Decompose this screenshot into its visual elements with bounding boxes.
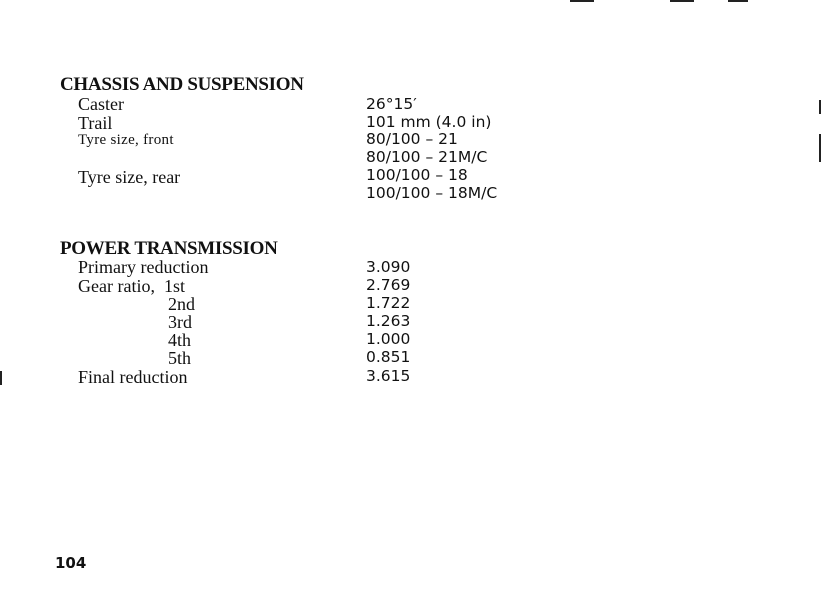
gear-ratio-5th-label: 5th	[168, 348, 192, 368]
gear-ratio-1st-value: 2.769	[366, 276, 411, 294]
final-reduction-value: 3.615	[366, 367, 411, 385]
page-number: 104	[55, 554, 87, 572]
tyre-rear-value-mc: 100/100 – 18M/C	[366, 184, 498, 202]
gear-ratio-1st-label: Gear ratio, 1st	[78, 276, 185, 296]
primary-reduction-value: 3.090	[366, 258, 411, 276]
scan-mark-right	[819, 100, 821, 114]
caster-label: Caster	[78, 94, 124, 114]
scan-mark-top	[728, 0, 748, 2]
gear-ratio-4th-value: 1.000	[366, 330, 411, 348]
gear-ratio-2nd-value: 1.722	[366, 294, 411, 312]
gear-ratio-2nd-label: 2nd	[168, 294, 195, 314]
scan-mark-top	[570, 0, 594, 2]
tyre-front-value: 80/100 – 21	[366, 130, 458, 148]
tyre-rear-label: Tyre size, rear	[78, 167, 181, 187]
primary-reduction-label: Primary reduction	[78, 257, 209, 277]
scan-mark-top	[670, 0, 694, 2]
trail-label: Trail	[78, 113, 113, 133]
final-reduction-label: Final reduction	[78, 367, 188, 387]
transmission-heading: POWER TRANSMISSION	[60, 238, 278, 259]
gear-ratio-4th-label: 4th	[168, 330, 192, 350]
tyre-front-label: Tyre size, front	[78, 132, 174, 148]
scan-mark-left	[0, 371, 2, 385]
gear-ratio-3rd-label: 3rd	[168, 312, 192, 332]
gear-ratio-5th-value: 0.851	[366, 348, 411, 366]
tyre-front-value-mc: 80/100 – 21M/C	[366, 148, 488, 166]
trail-value: 101 mm (4.0 in)	[366, 113, 492, 131]
scan-mark-right	[819, 134, 821, 162]
tyre-rear-value: 100/100 – 18	[366, 166, 468, 184]
caster-value: 26°15′	[366, 95, 417, 113]
chassis-heading: CHASSIS AND SUSPENSION	[60, 74, 304, 95]
gear-ratio-3rd-value: 1.263	[366, 312, 411, 330]
